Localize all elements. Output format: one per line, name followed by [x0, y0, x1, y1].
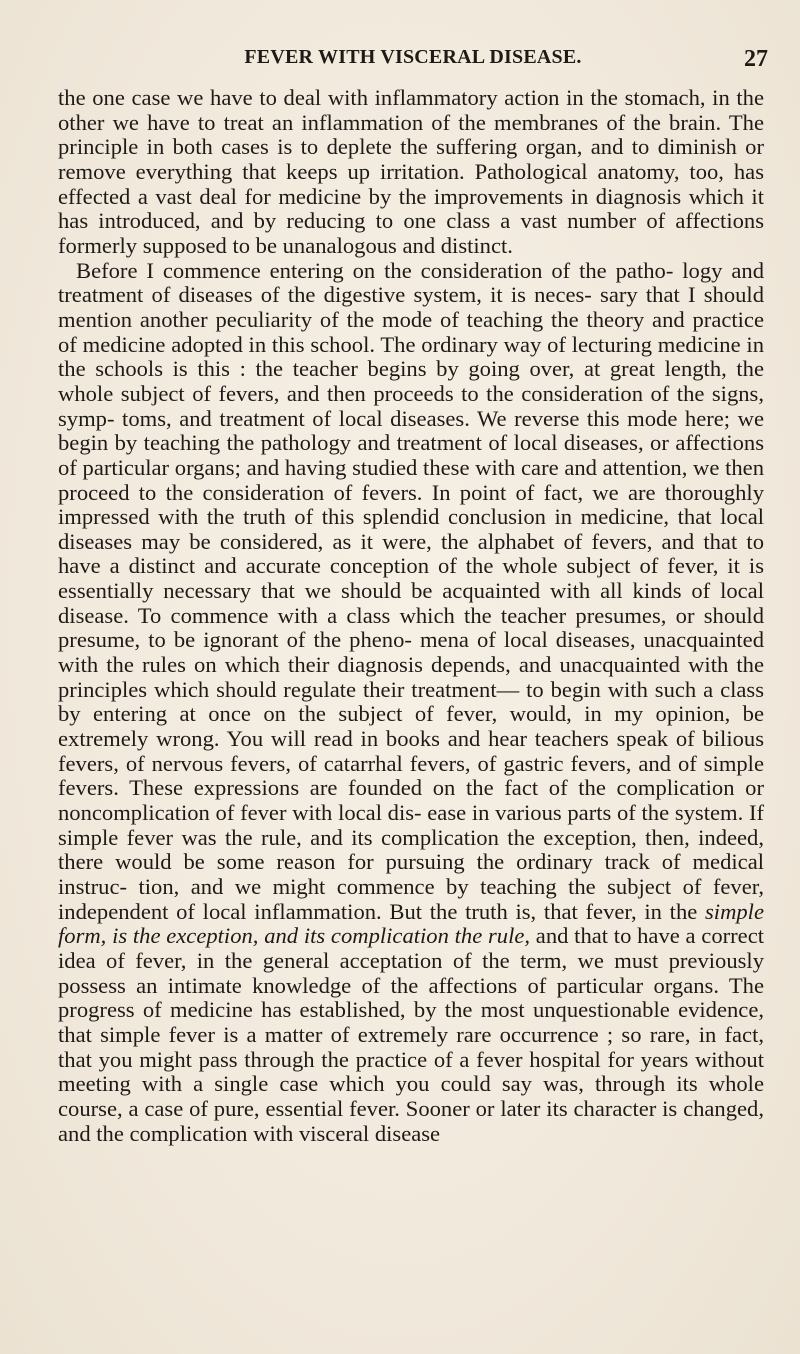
page-number: 27 — [744, 46, 768, 72]
paragraph-text-part: Before I commence entering on the consideration of the patho- logy and treatment of diseases of the digestive system, it is neces- sary that I should mention another peculiarity of the mode of teaching the theory and practice of medicine adopted in this school. The ordinary way of lecturing medicine in the schools is this : the teacher begins by going over, at great length, the whole subject of fevers, and then proceeds to the consideration of the signs, symp- toms, and treatment of local diseases. We reverse this mode here; we begin by teaching the pathology and treatment of local diseases, or affections of particular organs; and having studied these with care and attention, we then proceed to the consideration of fevers. In point of fact, we are thoroughly impressed with the truth of this splendid conclusion in medicine, that local diseases may be considered, as it were, the alphabet of fevers, and that to have a distinct and accurate conception of the whole subject of fever, it is essentially necessary that we should be acquainted with all kinds of local disease. To commence with a class which the teacher presumes, or should presume, to be ignorant of the pheno- mena of local diseases, unacquainted with the rules on which their diagnosis depends, and unacquainted with the principles which should regulate their treatment— to begin with such a class by entering at once on the subject of fever, would, in my opinion, be extremely wrong. You will read in books and hear teachers speak of bilious fevers, of nervous fevers, of catarrhal fevers, of gastric fevers, and of simple fevers. These expressions are founded on the fact of the complication or noncomplication of fever with local dis- ease in various parts of the system. If simple fever was the rule, and its complication the exception, then, indeed, there would be some reason for pursuing the ordinary track of medical instruc- tion, and we might commence by teaching the subject of fever, independent of local inflammation. But the truth is, that fever, in the — [58, 257, 764, 924]
body-text — [58, 86, 764, 1146]
running-head — [58, 46, 768, 72]
running-head-title: FEVER WITH VISCERAL DISEASE. — [244, 46, 582, 68]
paragraph-text-part: and that to have a correct idea of fever, in the general acceptation of the term, we must previously possess an intimate knowledge of the affections of particular organs. The progress of medicine has established, by the most unquestionable evidence, that simple fever is a matter of extremely rare occurrence ; so rare, in fact, that you might pass through the practice of a fever hospital for years without meeting with a single case which you could say was, through its whole course, a case of pure, essential fever. Sooner or later its character is changed, and the complication with visceral disease — [58, 923, 764, 1146]
italic-emphasis: simple form, is the exception, and its complication the rule, — [58, 898, 764, 949]
paragraph-teaching-method — [58, 259, 764, 1147]
paragraph-continued: the one case we have to deal with inflammatory action in the stomach, in the other we have to treat an inflammation of the membranes of the brain. The principle in both cases is to deplete the suffering organ, and to diminish or remove everything that keeps up irritation. Pathological anatomy, too, has effected a vast deal for medicine by the improvements in diagnosis which it has introduced, and by reducing to one class a vast number of affections formerly supposed to be unanalogous and distinct. — [58, 85, 764, 258]
